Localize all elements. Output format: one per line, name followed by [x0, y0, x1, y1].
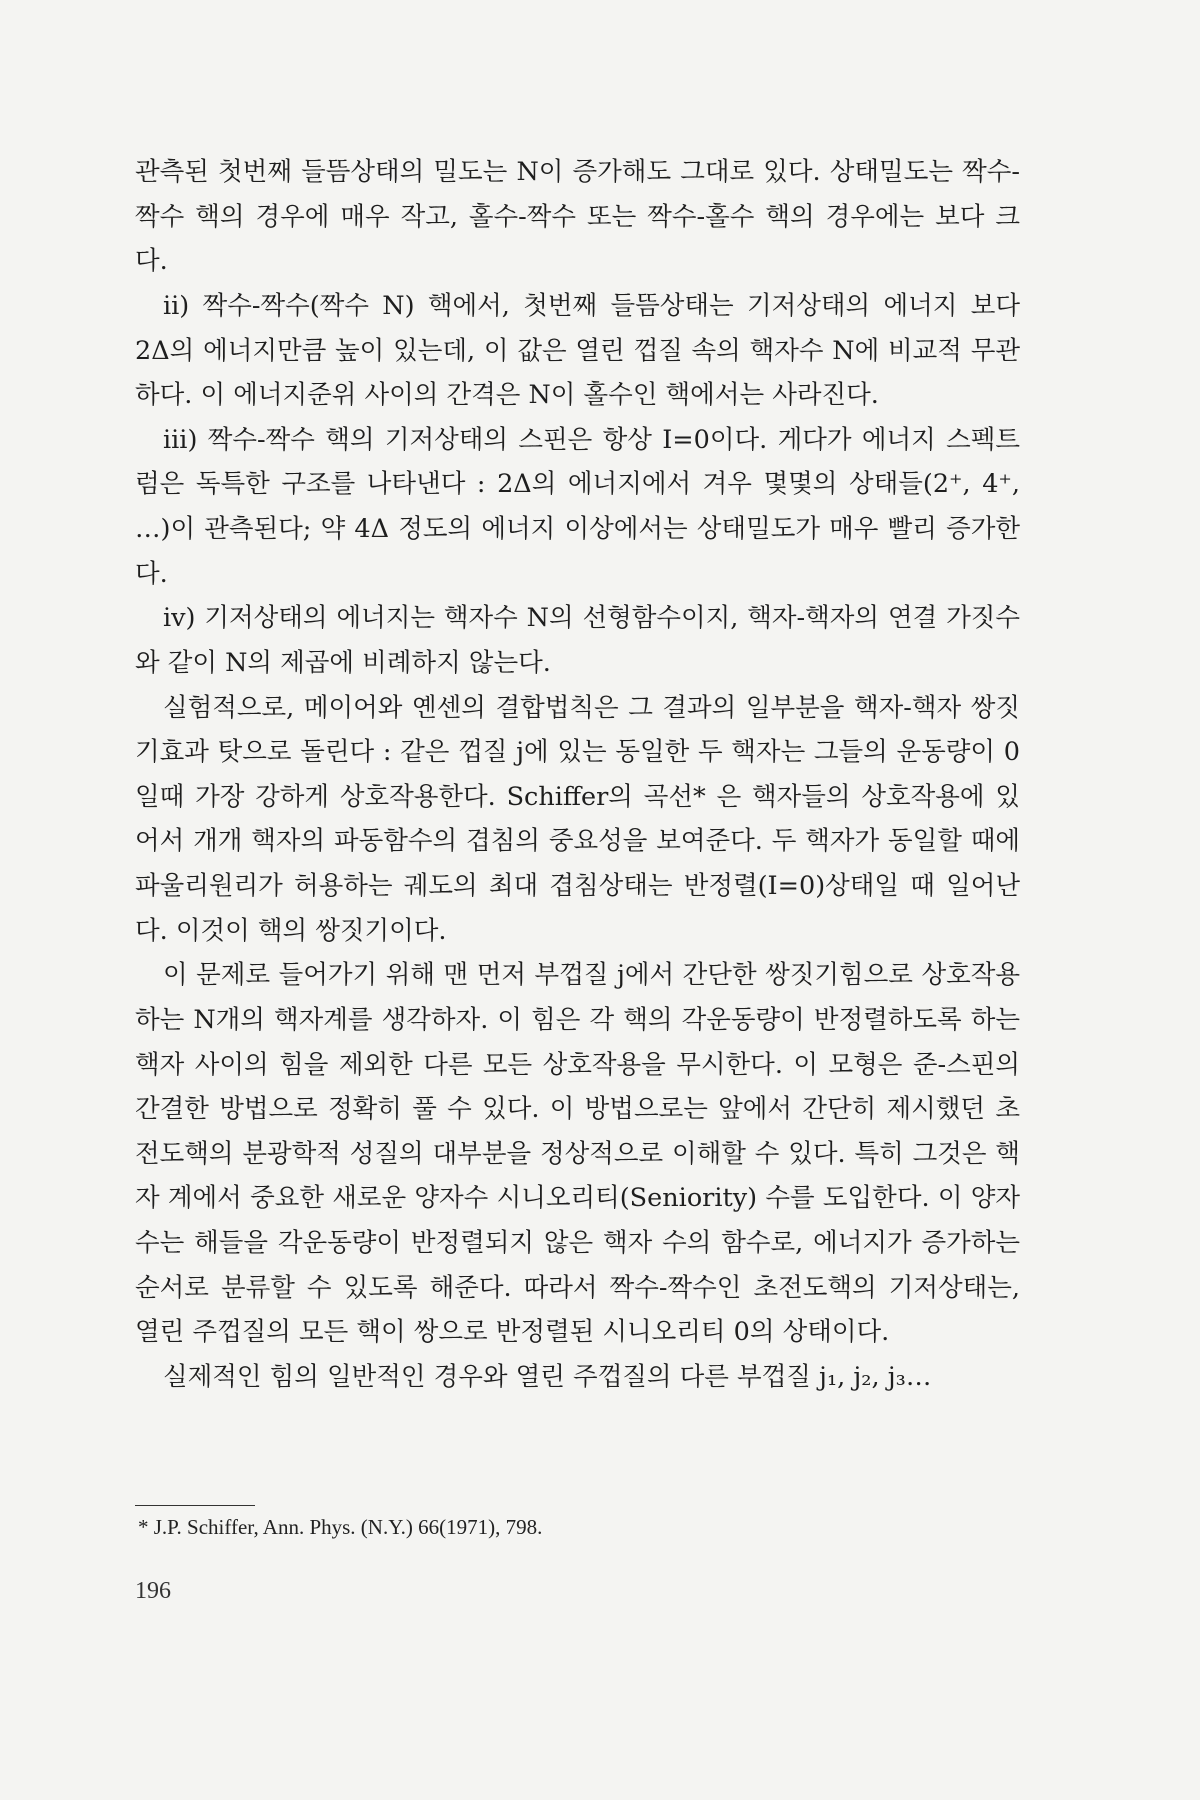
body-text: [135, 150, 1020, 1400]
paragraph-pairing-force: 이 문제로 들어가기 위해 맨 먼저 부껍질 j에서 간단한 쌍짓기힘으로 상호작용하는 N개의 핵자계를 생각하자. 이 힘은 각 핵의 각운동량이 반정렬하도록 하는 핵자 사이의 힘을 제외한 다른 모든 상호작용을 무시한다. 이 모형은 준-스핀의 간결한 방법으로 정확히 풀 수 있다. 이 방법으로는 앞에서 간단히 제시했던 초전도핵의 분광학적 성질의 대부분을 정상적으로 이해할 수 있다. 특히 그것은 핵자 계에서 중요한 새로운 양자수 시니오리티(Seniority) 수를 도입한다. 이 양자수는 해들을 각운동량이 반정렬되지 않은 핵자 수의 함수로, 에너지가 증가하는 순서로 분류할 수 있도록 해준다. 따라서 짝수-짝수인 초전도핵의 기저상태는, 열린 주껍질의 모든 핵이 쌍으로 반정렬된 시니오리티 0의 상태이다.: [135, 960, 1020, 1348]
paragraph-experimental: 실험적으로, 메이어와 옌센의 결합법칙은 그 결과의 일부분을 핵자-핵자 쌍짓기효과 탓으로 돌린다 : 같은 껍질 j에 있는 동일한 두 핵자는 그들의 운동량이 0일때 가장 강하게 상호작용한다. Schiffer의 곡선* 은 핵자들의 상호작용에 있어서 개개 핵자의 파동함수의 겹침의 중요성을 보여준다. 두 핵자가 동일할 때에 파울리원리가 허용하는 궤도의 최대 겹침상태는 반정렬(I=0)상태일 때 일어난다. 이것이 핵의 쌍짓기이다.: [135, 692, 1020, 946]
paragraph-item-iv: iv) 기저상태의 에너지는 핵자수 N의 선형함수이지, 핵자-핵자의 연결 가짓수와 같이 N의 제곱에 비례하지 않는다.: [135, 603, 1020, 678]
paragraph-general-case: 실제적인 힘의 일반적인 경우와 열린 주껍질의 다른 부껍질 j₁, j₂, j₃…: [163, 1361, 932, 1392]
paragraph-continued: 관측된 첫번째 들뜸상태의 밀도는 N이 증가해도 그대로 있다. 상태밀도는 짝수-짝수 핵의 경우에 매우 작고, 홀수-짝수 또는 짝수-홀수 핵의 경우에는 보다 크다.: [135, 157, 1020, 277]
footnote-divider: [135, 1505, 255, 1506]
page-number: 196: [135, 1578, 171, 1604]
footnote: * J.P. Schiffer, Ann. Phys. (N.Y.) 66(1971), 798.: [138, 1515, 543, 1539]
paragraph-item-ii: ii) 짝수-짝수(짝수 N) 핵에서, 첫번째 들뜸상태는 기저상태의 에너지 보다 2Δ의 에너지만큼 높이 있는데, 이 값은 열린 껍질 속의 핵자수 N에 비교적 무관하다. 이 에너지준위 사이의 간격은 N이 홀수인 핵에서는 사라진다.: [135, 290, 1020, 411]
paragraph-item-iii: iii) 짝수-짝수 핵의 기저상태의 스핀은 항상 I=0이다. 게다가 에너지 스펙트럼은 독특한 구조를 나타낸다 : 2Δ의 에너지에서 겨우 몇몇의 상태들(2⁺, 4⁺, …)이 관측된다; 약 4Δ 정도의 에너지 이상에서는 상태밀도가 매우 빨리 증가한다.: [135, 424, 1020, 589]
